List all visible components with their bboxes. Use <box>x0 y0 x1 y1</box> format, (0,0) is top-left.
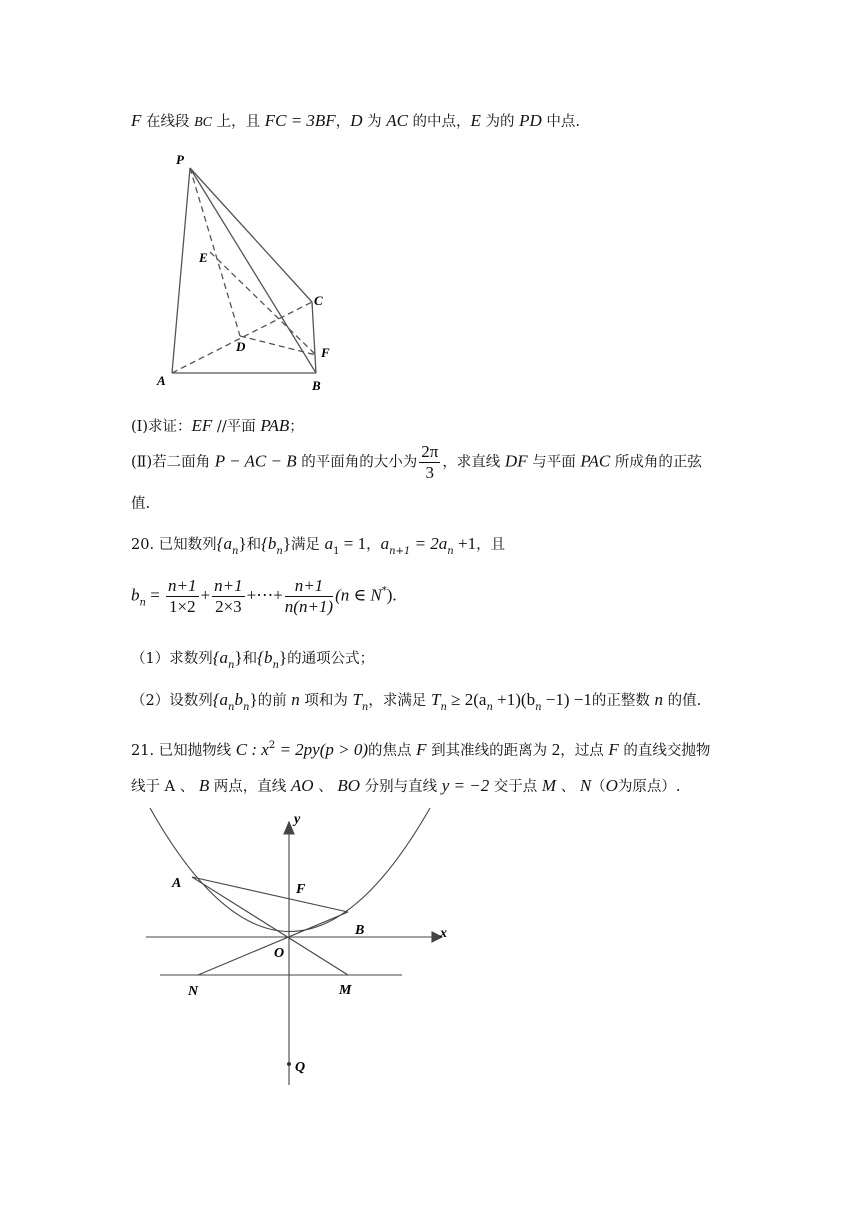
label-C: C <box>314 293 323 308</box>
label-O: O <box>274 946 285 961</box>
pyramid-figure <box>140 145 360 395</box>
problem-21-statement-cont: 线于 A 、 B 两点，直线 AO 、 BO 分别与直线 y = −2 交于点 M 、 N（O为原点）. <box>131 776 681 795</box>
label-B: B <box>355 923 365 938</box>
problem-20-part-1: （1）求数列$\{a_n\}$和$\{b_n\}$的通项公式； <box>131 648 375 671</box>
problem-20-part-2: （2）设数列$\{a_nb_n\}$的前 n 项和为 $T_n$，求满足 $T_n \ge 2(a_n +1)(b_n -1) -1$的正整数 n 的值. <box>131 690 702 713</box>
problem-19-part-2: (Ⅱ)若二面角 P − AC − B 的平面角的大小为 $\frac{2\pi}{3}$ ，求直线 DF 与平面 PAC 所成角的正弦 <box>131 442 702 482</box>
label-A: A <box>157 373 166 388</box>
label-A: A <box>172 876 182 891</box>
problem-19-part-2-cont: 值. <box>131 496 151 512</box>
label-F: F <box>321 345 330 360</box>
label-N: N <box>188 984 199 999</box>
problem-19-intro: F 在线段 BC 上，且 FC = 3BF，D 为 AC 的中点，E 为的 PD 中点. <box>131 111 581 130</box>
label-P: P <box>176 152 184 167</box>
label-y-axis: y <box>294 812 301 827</box>
problem-19-part-1: (Ⅰ)求证：EF //平面 PAB； <box>131 416 304 435</box>
problem-20-statement: 20. 已知数列$\{a_n\}$和$\{b_n\}$满足 $a_1 = 1$，$a_{n+1} = 2a_n +1$，且 <box>131 534 506 557</box>
label-M: M <box>339 983 352 998</box>
label-x-axis: x <box>440 926 447 941</box>
parabola-figure <box>130 800 460 1100</box>
fraction-2pi-over-3: $\frac{2\pi}{3}$ <box>421 442 439 482</box>
label-B: B <box>312 378 321 393</box>
label-F: F <box>296 882 306 897</box>
problem-20-formula: $b_n$ = $\frac{n+1}{1\times 2}$ + $\frac{n+1}{2\times 3}$ +⋯+ $\frac{n+1}{n(n+1)}$ (n ∈ N*). <box>131 576 397 616</box>
label-D: D <box>236 339 246 354</box>
label-E: E <box>199 250 208 265</box>
problem-21-statement: 21. 已知抛物线 C : $x^2 = 2py(p > 0)$的焦点 F 到其准线的距离为 2，过点 F 的直线交抛物 <box>131 740 711 759</box>
label-Q: Q <box>295 1060 306 1075</box>
